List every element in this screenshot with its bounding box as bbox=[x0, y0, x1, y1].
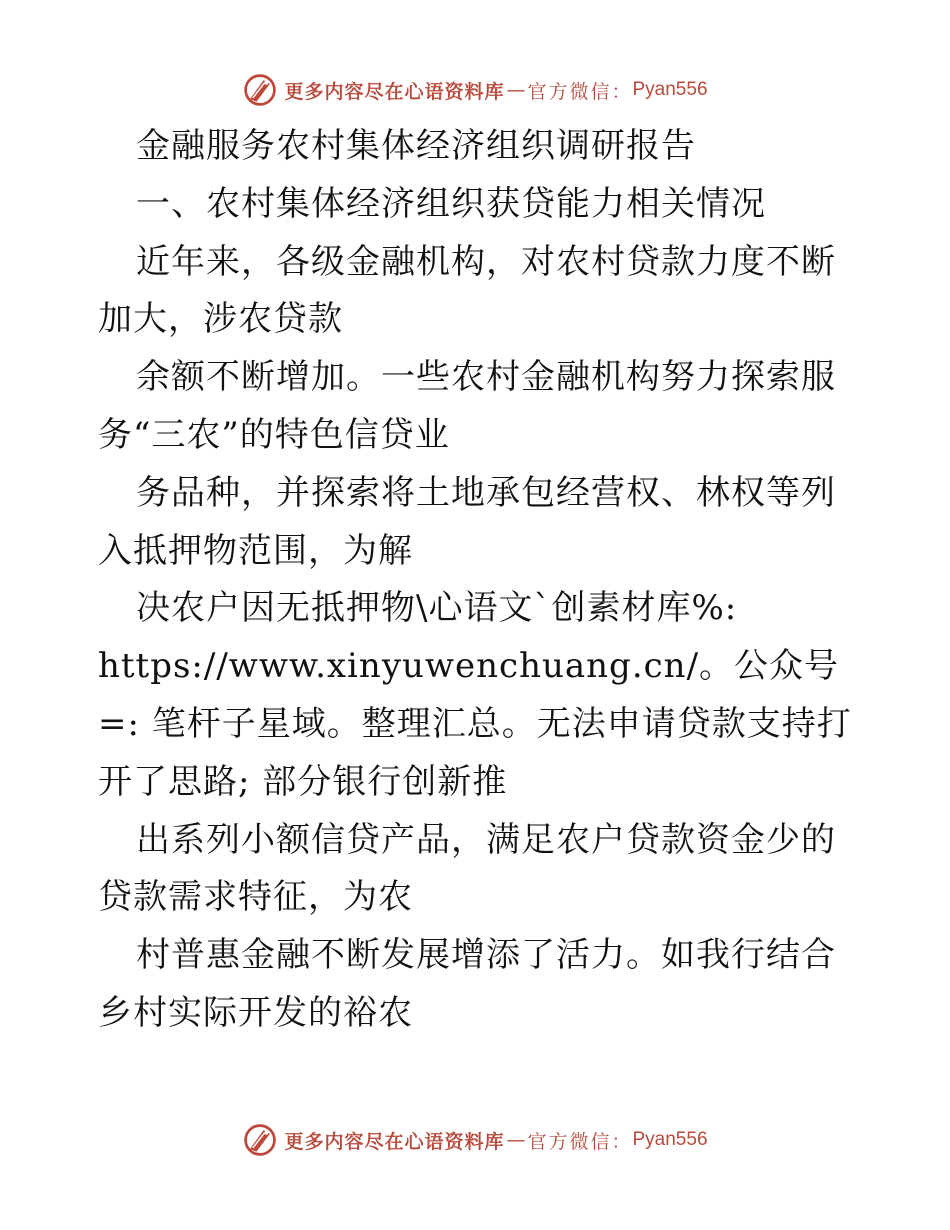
document-title: 金融服务农村集体经济组织调研报告 bbox=[136, 126, 696, 166]
body-paragraph: 决农户因无抵押物\心语文`创素材库%: bbox=[136, 588, 738, 629]
document-body bbox=[98, 118, 858, 1043]
watermark-wechat-id: Pyan556 bbox=[632, 1129, 708, 1150]
body-paragraph: 出系列小额信贷产品，满足农户贷款资金少的贷款需求特征，为农 bbox=[98, 819, 836, 918]
pen-nib-circle-logo-icon bbox=[242, 72, 278, 108]
body-paragraph: 村普惠金融不断发展增添了活力。如我行结合乡村实际开发的裕农 bbox=[98, 935, 836, 1033]
watermark-dash: — bbox=[506, 79, 526, 101]
watermark-contact-prefix: 官方微信： bbox=[527, 80, 633, 103]
header-watermark bbox=[0, 70, 950, 110]
watermark-dash: — bbox=[506, 1129, 526, 1151]
watermark-wechat-id: Pyan556 bbox=[632, 79, 708, 100]
body-paragraph: https://www.xinyuwenchuang.cn/。公众号=: 笔杆子星域。整理汇总。无法申请贷款支持打开了思路; 部分银行创新推 bbox=[98, 646, 852, 802]
body-paragraph: 余额不断增加。一些农村金融机构努力探索服务“三农”的特色信贷业 bbox=[98, 357, 836, 455]
pen-nib-circle-logo-icon bbox=[242, 1122, 278, 1158]
body-paragraph: 务品种，并探索将土地承包经营权、林权等列入抵押物范围，为解 bbox=[98, 472, 836, 571]
watermark-contact-prefix: 官方微信： bbox=[527, 1130, 633, 1153]
footer-watermark bbox=[0, 1120, 950, 1160]
body-paragraph: 近年来，各级金融机构，对农村贷款力度不断加大，涉农贷款 bbox=[98, 241, 836, 340]
section-heading: 一、农村集体经济组织获贷能力相关情况 bbox=[136, 183, 766, 224]
watermark-brand: 更多内容尽在心语资料库 bbox=[284, 1130, 505, 1153]
watermark-brand: 更多内容尽在心语资料库 bbox=[284, 80, 505, 103]
